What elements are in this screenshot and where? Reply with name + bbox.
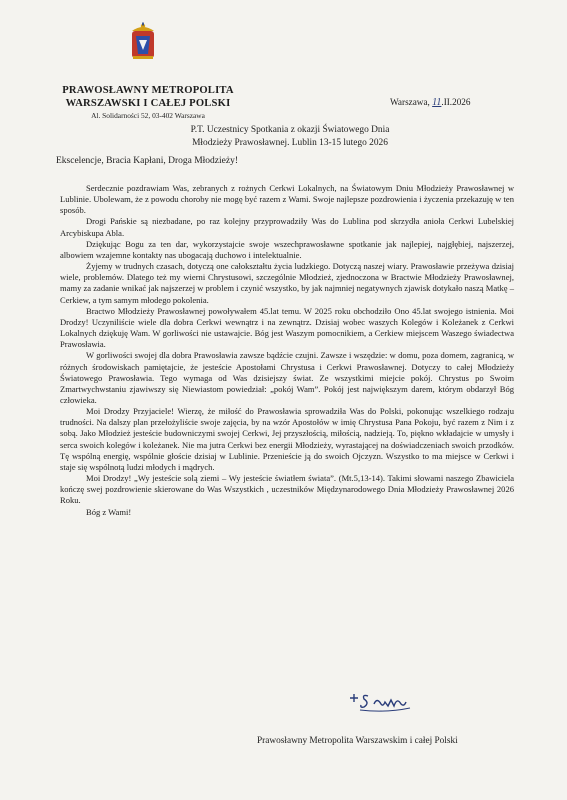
- date-rest: .II.2026: [441, 97, 471, 107]
- addressee-line2: Młodzieży Prawosławnej. Lublin 13-15 lutego 2026: [192, 137, 388, 148]
- org-name-line2: WARSZAWSKI I CAŁEJ POLSKI: [65, 98, 231, 109]
- paragraph: W gorliwości swojej dla dobra Prawosławia zawsze bądźcie czujni. Zawsze i wszędzie: w domu, poza domem, zagranicą, w różnych środowiskach pamiętajcie, że jesteście Apostołami Chrystusa i Cerkwi Prawosławnej. Dotyczy to całej Młodzieży Światowego Prawosławia. Tego wymaga od Was dzisiejszy świat. Ze wszystkimi miejcie pokój. Chrystus po Swoim Zmartwychwstaniu zjawiwszy się Niewiastom powiedział: „pokój Wam”. Pokój jest największym darem, którym obdarzył Bóg człowieka.: [60, 350, 514, 405]
- addressee-line1: P.T. Uczestnicy Spotkania z okazji Światowego Dnia: [190, 125, 390, 135]
- paragraph: Moi Drodzy Przyjaciele! Wierzę, że miłość do Prawosławia sprowadziła Was do Polski, pokonując wszelkiego rodzaju trudności. Na dalszy plan przełożyliście swoje zajęcia, by na wzór Apostołów w imię Chrystusa Pana Pokoju, być razem z Nim i z sobą. Jako Młodzież jesteście budowniczymi swojej Cerkwi, Jej przyszłością, miłością, nadzieją. To, piękno wkładajcie w umysły i serca swoich kolegów i koleżanek. Nie ma jutra Cerkwi bez energii Młodzieży, wyrastającej na doświadczeniach swoich przodków. Tę wspólną energię, wspólnie głoście dzisiaj w Lublinie. Przenieście ją do swoich Ojczyzn. Wszystko to ma miejsce w Cerkwi i staje się wspólnotą ludzi młodych i mądrych.: [60, 406, 514, 472]
- salutation: Ekscelencje, Bracia Kapłani, Droga Młodzieży!: [56, 156, 239, 166]
- metropolitan-coat-of-arms-icon: [128, 22, 158, 62]
- addressee-block: [140, 124, 440, 149]
- letterhead: [48, 84, 248, 121]
- paragraph: Drogi Pańskie są niezbadane, po raz kolejny przyprowadziły Was do Lublina pod skrzydła anioła Cerkwi Lubelskiej Arcybiskupa Abla.: [60, 216, 514, 238]
- date-prefix: Warszawa,: [390, 97, 430, 107]
- paragraph: Moi Drodzy! „Wy jesteście solą ziemi – Wy jesteście światłem świata”. (Mt.5,13-14). Takimi słowami naszego Zbawiciela kończę swej pozdrowienie skierowane do Was Wszystkich , uczestników Międzynarodowego Dnia Młodzieży Prawosławnej 2026 Roku.: [60, 473, 514, 506]
- closing-blessing: Bóg z Wami!: [86, 506, 132, 517]
- letter-body: [60, 183, 514, 518]
- paragraph: Dziękując Bogu za ten dar, wykorzystajcie swoje wszechprawosławne spotkanie jak najlepiej, najgłębiej, najszerzej, albowiem wzajemne kontakty nas ubogacają duchowo i intelektualnie.: [60, 238, 514, 260]
- org-name-line1: PRAWOSŁAWNY METROPOLITA: [62, 85, 234, 96]
- paragraph: Żyjemy w trudnych czasach, dotyczą one całokształtu życia ludzkiego. Dotyczą naszej wiary. Prawosławie przeżywa dzisiaj wiele, problemów. Dlatego też my wierni Chrystusowi, szczególnie Młodzież, zjednoczona w Bractwie Młodzieży Prawosławnej, mamy za zadanie wnikać jak najszerzej w problem i czynić wszystko, by jak najmniej negatywnych zjawisk dotykało naszą Matkę – Cerkiew, a tym samym młodego pokolenia.: [60, 261, 514, 305]
- org-address: Al. Solidarności 52, 03-402 Warszawa: [91, 111, 205, 120]
- signatory-name: Prawosławny Metropolita Warszawskim i całej Polski: [257, 736, 458, 746]
- paragraph: Bractwo Młodzieży Prawosławnej powoływałem 45.lat temu. W 2025 roku obchodziło Ono 45.lat swojego istnienia. Moi Drodzy! Uczyniliście wiele dla dobra Cerkwi wewnątrz i na zewnątrz. Dzisiaj wobec waszych Kolegów i Koleżanek z Cerkwi Lokalnych dziękuję Wam. W gorliwości nie ustawajcie. Bóg jest Waszym pomocnikiem, a Cerkiew miejscem Waszego świadectwa Prawosławia.: [60, 305, 514, 350]
- date-day-handwritten: 11: [432, 97, 442, 108]
- handwritten-signature: [346, 688, 426, 714]
- paragraph: Serdecznie pozdrawiam Was, zebranych z rożnych Cerkwi Lokalnych, na Światowym Dniu Młodzieży Prawosławnej w Lublinie. Ubolewam, że z powodu choroby nie mogę być razem z Wami. Swoje najlepsze pozdrowienia i życzenia przekazuję w ten sposób.: [60, 183, 514, 216]
- letter-date: [390, 97, 470, 108]
